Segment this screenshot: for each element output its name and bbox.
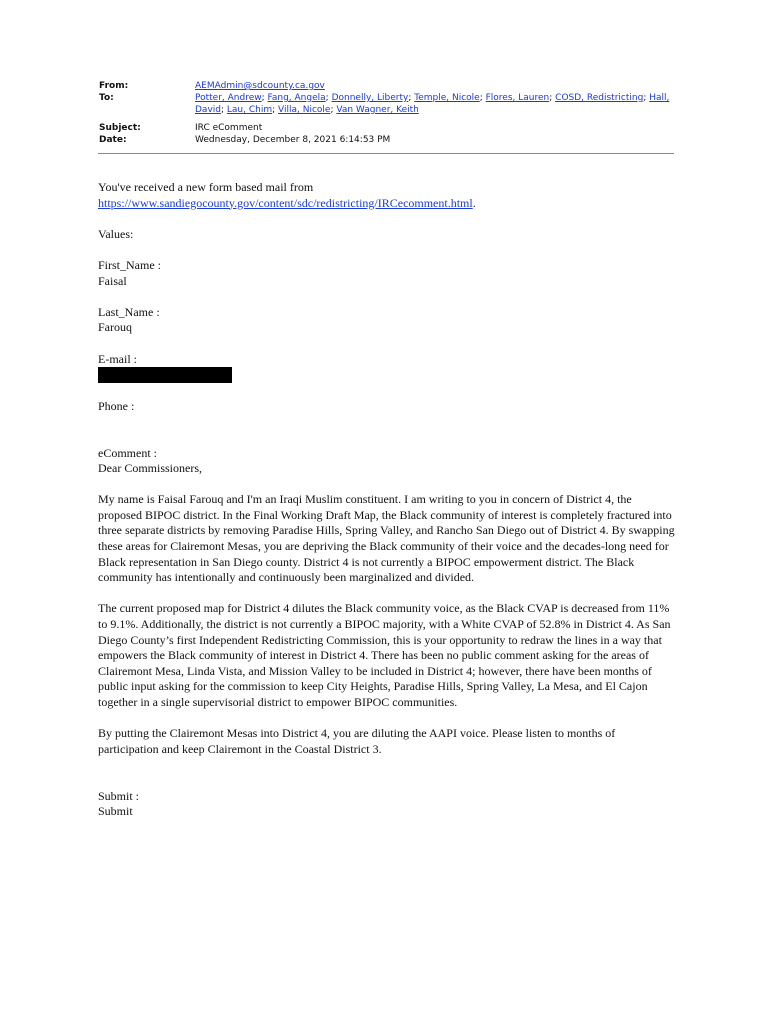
comment-paragraph-2: The current proposed map for District 4 dilutes the Black community voice, as the Black CVAP is decreased from 11% to 9.1%. Additionally, the district is not currently a BIPOC majority, with a White CVAP of 52.8% in District 4. As San Diego County’s first Independent Redistricting Commission, this is your opportunity to redraw the lines in a way that empowers the Black community of interest in District 4. There has been no public comment asking for the areas of Clairemont Mesa, Linda Vista, and Mission Valley to be included in District 4; however, there have been months of public input asking for the commission to keep City Heights, Paradise Hills, Spring Valley, La Mesa, and El Cajon together in a single supervisorial district to empower BIPOC communities.	[98, 601, 671, 709]
subject-label: Subject:	[99, 123, 141, 133]
email-redaction	[98, 367, 676, 383]
form-url-link[interactable]: https://www.sandiegocounty.gov/content/sdc/redistricting/IRCecomment.html	[98, 195, 473, 210]
from-address-link[interactable]: AEMAdmin@sdcounty.ca.gov	[195, 81, 325, 91]
to-recipient-link[interactable]: COSD, Redistricting	[555, 93, 644, 103]
to-recipient-link[interactable]: Lau, Chim	[226, 105, 273, 115]
ecomment-label: eComment :	[98, 445, 157, 460]
to-row	[99, 92, 679, 116]
to-label: To:	[99, 93, 114, 103]
greeting: Dear Commissioners,	[98, 461, 202, 476]
submit-value: Submit	[98, 804, 133, 819]
email-header	[99, 80, 679, 146]
email-body	[98, 180, 676, 820]
first-name-value: Faisal	[98, 273, 127, 288]
values-label: Values:	[98, 226, 134, 241]
subject-value: IRC eComment	[195, 123, 263, 133]
to-recipient-link[interactable]: Potter, Andrew	[195, 93, 262, 103]
comment-paragraph-1: My name is Faisal Farouq and I'm an Iraqi Muslim constituent. I am writing to you in concern of District 4, the proposed BIPOC district. In the Final Working Draft Map, the Black community of interest is completely fractured into three separate districts by removing Paradise Hills, Spring Valley, and Rancho San Diego out of District 4. By swapping these areas for Clairemont Mesas, you are depriving the Black community of their voice and the decades-long need for Black representation in San Diego county. District 4 is not currently a BIPOC empowerment district. The Black community has intentionally and continuously been marginalized and divided.	[98, 492, 675, 585]
date-value: Wednesday, December 8, 2021 6:14:53 PM	[195, 135, 391, 145]
last-name-label: Last_Name :	[98, 304, 160, 319]
intro-text: You've received a new form based mail from	[98, 180, 314, 194]
date-row	[99, 134, 679, 146]
last-name-value: Farouq	[98, 320, 132, 335]
to-recipient-link[interactable]: Fang, Angela	[267, 93, 326, 103]
form-url-line: https://www.sandiegocounty.gov/content/sdc/redistricting/IRCecomment.html.	[98, 195, 476, 210]
to-recipient-link[interactable]: Flores, Lauren	[485, 93, 550, 103]
to-recipient-link[interactable]: Temple, Nicole	[414, 93, 480, 103]
submit-label: Submit :	[98, 788, 140, 803]
from-label: From:	[99, 81, 129, 91]
header-divider	[98, 153, 674, 154]
redaction-box	[98, 367, 232, 383]
to-recipient-link[interactable]: Hall, David	[195, 93, 670, 115]
to-recipient-link[interactable]: Van Wagner, Keith	[336, 105, 419, 115]
comment-paragraph-3: By putting the Clairemont Mesas into District 4, you are diluting the AAPI voice. Please listen to months of participation and keep Clairemont in the Coastal District 3.	[98, 726, 616, 756]
to-recipient-link[interactable]: Villa, Nicole	[278, 105, 331, 115]
email-label: E-mail :	[98, 351, 137, 366]
phone-label: Phone :	[98, 398, 135, 413]
to-recipient-link[interactable]: Donnelly, Liberty	[331, 93, 409, 103]
from-row	[99, 80, 679, 92]
subject-row	[99, 122, 679, 134]
date-label: Date:	[99, 135, 127, 145]
to-recipient-list: Potter, Andrew; Fang, Angela; Donnelly, Liberty; Temple, Nicole; Flores, Lauren; COSD, Redistricting; Hall, David; Lau, Chim; Villa, Nicole; Van Wagner, Keith	[195, 93, 670, 115]
first-name-label: First_Name :	[98, 257, 161, 272]
